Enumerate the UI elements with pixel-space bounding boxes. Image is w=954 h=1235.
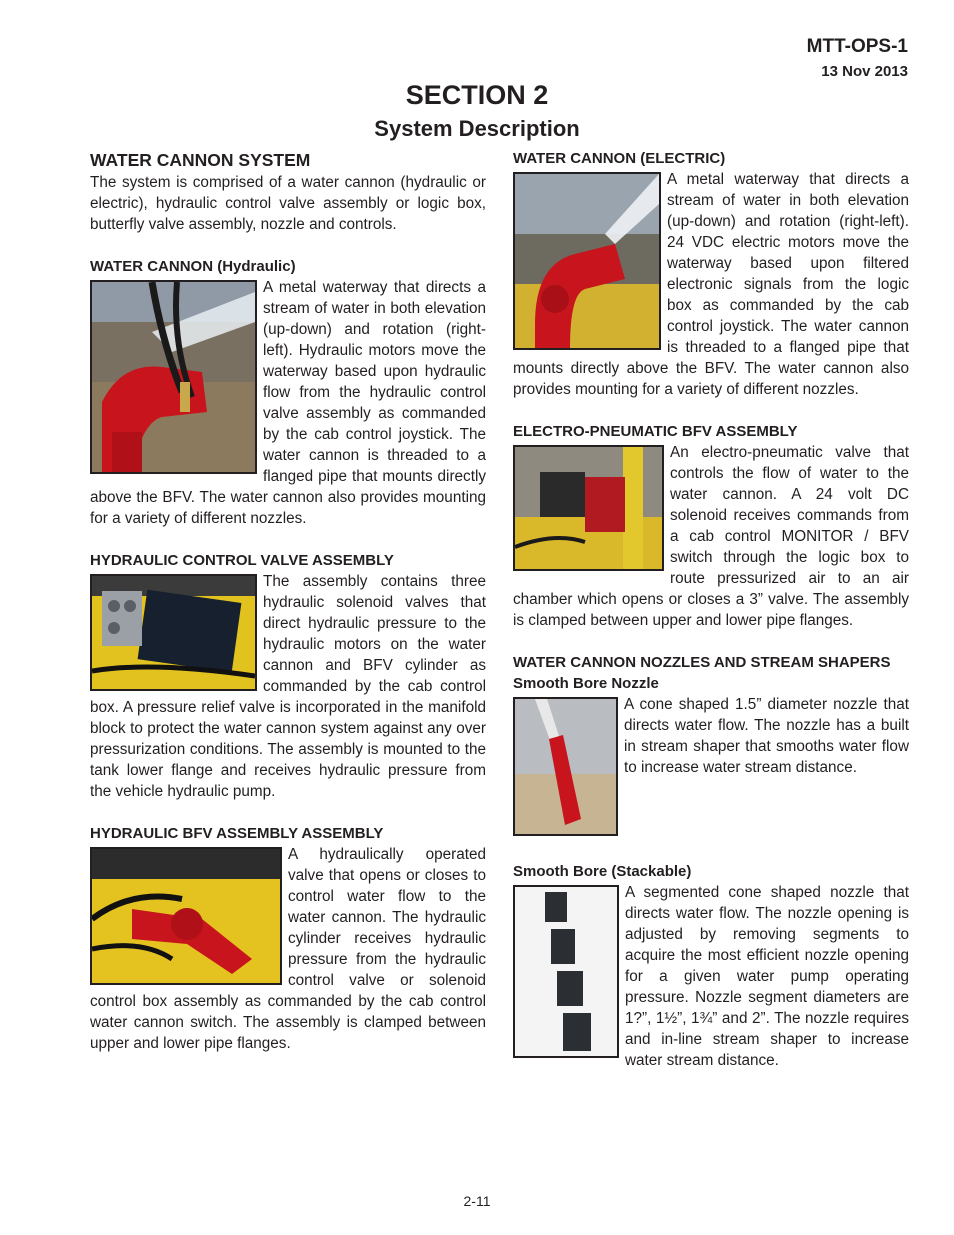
electro-pneumatic-bfv-heading: ELECTRO-PNEUMATIC BFV ASSEMBLY [513,423,798,440]
hydraulic-cannon-photo [90,280,257,474]
smooth-bore-heading: Smooth Bore Nozzle [513,675,659,692]
document-date: 13 Nov 2013 [821,63,908,80]
hydraulic-bfv-photo [90,847,282,985]
left-column [90,148,486,1054]
stackable-text: A segmented cone shaped nozzle that directs water flow. The nozzle opening is adjusted by removing segments to acquire the most efficient nozzle opening for a given water pump operating pressure. Nozzle segment diameters are 1?”, 1½”, 1¾” and 2”. The nozzle requires and in-line stream shaper to increase water stream distance. [625,884,909,1069]
hydraulic-control-valve-photo [90,574,257,691]
section-subtitle: System Description [374,116,580,141]
document-id: MTT-OPS-1 [806,36,908,57]
electric-cannon-photo [513,172,661,350]
stackable-nozzle-photo [513,885,619,1058]
nozzles-heading: WATER CANNON NOZZLES AND STREAM SHAPERS [513,654,891,671]
hydraulic-control-valve-text: The assembly contains three hydraulic solenoid valves that direct hydraulic pressure to the hydraulic motors on the water cannon and BFV cylinder as commanded by the cab control box. A pressure relief valve is incorporated in the manifold block to protect the water cannon system against any over pressurization conditions. The assembly is mounted to the tank lower flange and receives hydraulic pressure from the vehicle hydraulic pump. [90,573,486,800]
electric-cannon-text: A metal waterway that directs a stream of water in both elevation (up-down) and rotation (right-left). 24 VDC electric motors move the waterway based upon filtered electronic signals from the logic box as commanded by the cab control joystick. The water cannon is threaded to a flanged pipe that mounts directly above the BFV. The water cannon also provides mounting for a variety of different nozzles. [513,171,909,398]
smooth-bore-text: A cone shaped 1.5” diameter nozzle that directs water flow. The nozzle has a built in stream shaper that smooths water flow to increase water stream distance. [624,696,909,776]
page-number: 2-11 [463,1193,491,1209]
hydraulic-bfv-text: A hydraulically operated valve that opens or closes to control water flow to the water cannon. The hydraulic cylinder receives hydraulic pressure from the hydraulic control valve or solenoid control box assembly as commanded by the cab control water cannon switch. The assembly is clamped between upper and lower pipe flanges. [90,846,486,1052]
water-cannon-system-heading: WATER CANNON SYSTEM [90,150,311,170]
stackable-heading: Smooth Bore (Stackable) [513,863,692,880]
electric-cannon-heading: WATER CANNON (ELECTRIC) [513,150,726,167]
smooth-bore-photo [513,697,618,836]
electro-pneumatic-bfv-text: An electro-pneumatic valve that controls the flow of water to the water cannon. A 24 volt DC solenoid receives commands from a cab control MONITOR / BFV switch through the logic box to route pressurized air to an air chamber which opens or closes a 3” valve. The assembly is clamped between upper and lower pipe flanges. [513,444,909,629]
hydraulic-bfv-heading: HYDRAULIC BFV ASSEMBLY ASSEMBLY [90,825,384,842]
right-column [513,148,909,1071]
electro-pneumatic-bfv-photo [513,445,664,571]
hydraulic-cannon-heading: WATER CANNON (Hydraulic) [90,258,296,275]
hydraulic-control-valve-heading: HYDRAULIC CONTROL VALVE ASSEMBLY [90,552,394,569]
hydraulic-cannon-text: A metal waterway that directs a stream of water in both elevation (up-down) and rotation (right-left). Hydraulic motors move the waterway based upon hydraulic flow from the hydraulic control valve assembly as commanded by the cab control joystick. The water cannon is threaded to a flanged pipe that mounts directly above the BFV. The water cannon also provides mounting for a variety of different nozzles. [90,279,486,527]
section-title: SECTION 2 [405,80,549,110]
water-cannon-system-text: The system is comprised of a water cannon (hydraulic or electric), hydraulic control valve assembly or logic box, butterfly valve assembly, nozzle and controls. [90,174,486,233]
